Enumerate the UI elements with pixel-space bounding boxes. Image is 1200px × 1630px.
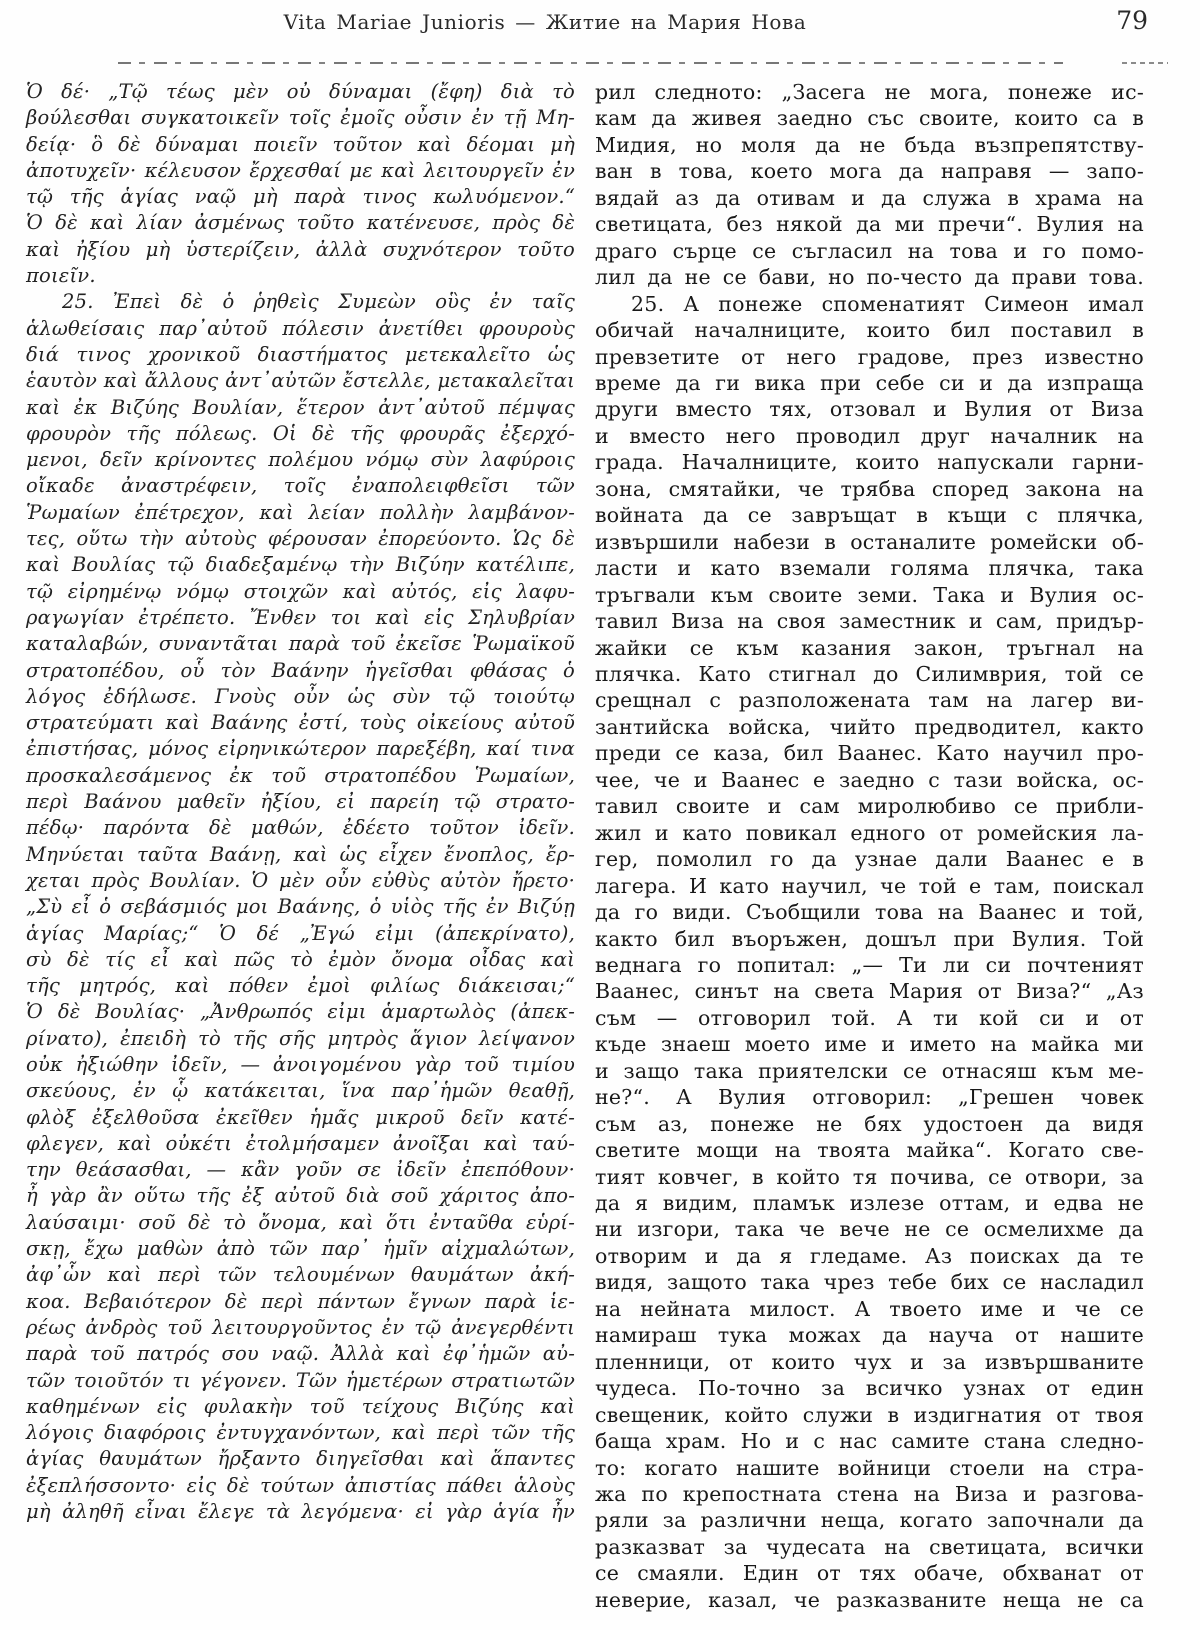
text-line: неверие, казал, че разказваните неща не са: [595, 1587, 1144, 1612]
text-line: ἁγίας θαυμάτων ἤρξαντο διηγεῖσθαι καὶ ἅπαντες: [26, 1447, 575, 1471]
text-line: ἁλωθείσαις παρ᾽αὐτοῦ πόλεσιν ἀνετίθει φρουροὺς: [26, 316, 575, 340]
bulgarian-text-column: [595, 79, 1144, 1613]
text-line: ἀφ᾽ὧν καὶ περὶ τῶν τελουμένων θαυμάτων ἀκή-: [26, 1263, 575, 1287]
text-line: зона, смятайки, че трябва според закона на: [595, 476, 1144, 501]
text-line: ἑαυτὸν καὶ ἄλλους ἀντ᾽αὐτῶν ἔστελλε, μετακαλεῖται: [26, 369, 575, 393]
page-number: 79: [1116, 6, 1148, 35]
text-line: Ὁ δὲ καὶ λίαν ἀσμένως τοῦτο κατένευσε, πρὸς δὲ: [26, 211, 575, 235]
paragraph: [26, 289, 575, 1525]
text-line: други вместо тях, отзовал и Вулия от Виза: [595, 397, 1144, 422]
text-line: καὶ Βουλίας τῷ διαδεξαμένῳ τὴν Βιζύην κατέλιπε,: [26, 553, 575, 577]
text-line: στρατοπέδου, οὗ τὸν Βαάνην ἡγεῖσθαι φθάσας ὁ: [26, 658, 575, 682]
text-line: чее, че и Ваанес е заедно с тази войска, ос-: [595, 767, 1144, 792]
text-line: μὴ ἀληθῆ εἶναι ἔλεγε τὰ λεγόμενα· εἰ γὰρ ἁγία ἦν: [26, 1500, 575, 1524]
text-line: светицата, без някой да ми пречи“. Вулия на: [595, 212, 1144, 237]
text-line: καταλαβών, συναντᾶται παρὰ τοῦ ἐκεῖσε Ῥωμαϊκοῦ: [26, 632, 575, 656]
paragraph: [595, 79, 1144, 291]
text-line: ван в това, което мога да направя — запо-: [595, 159, 1144, 184]
text-line: χεται πρὸς Βουλίαν. Ὁ μὲν οὖν εὐθὺς αὐτὸν ἤρετο·: [26, 868, 575, 892]
text-line: пленници, от които чух и за извършваните: [595, 1349, 1144, 1374]
text-line: σκεύους, ἐν ᾧ κατάκειται, ἵνα παρ᾽ἡμῶν θεαθῇ,: [26, 1079, 575, 1103]
text-line: στρατεύματι καὶ Βαάνης ἐστί, τοὺς οἰκείους αὐτοῦ: [26, 711, 575, 735]
text-line: драго сърце се съгласил на това и го помо-: [595, 238, 1144, 263]
text-line: превзетите от него градове, през известно: [595, 344, 1144, 369]
text-line: съм — отговорил той. А ти кой си и от: [595, 1005, 1144, 1030]
rule-segment: [1122, 62, 1168, 64]
separator-rule: [0, 62, 1200, 65]
text-line: лил да не се бави, но по-често да прави това.: [595, 265, 1144, 290]
text-columns: [0, 65, 1200, 1613]
text-line: обичай началниците, които бил поставил в: [595, 318, 1144, 343]
text-line: къде знаеш моето име и името на майка ми: [595, 1032, 1144, 1057]
text-line: τες, οὕτω τὴν αὐτοὺς φέρουσαν ἐπορεύοντο. Ὡς δὲ: [26, 527, 575, 551]
text-line: съм аз, понеже не бях удостоен да видя: [595, 1111, 1144, 1136]
text-line: тръгвали към своите земи. Така и Вулия ос-: [595, 582, 1144, 607]
text-line: преди се каза, бил Ваанес. Като научил про-: [595, 741, 1144, 766]
text-line: ἦ γὰρ ἂν οὕτω τῆς ἐξ αὐτοῦ διὰ σοῦ χάριτος ἀπο-: [26, 1184, 575, 1208]
text-line: τῶν τοιοῦτόν τι γέγονεν. Τῶν ἡμετέρων στρατιωτῶν: [26, 1368, 575, 1392]
text-line: λόγος ἐδήλωσε. Γνοὺς οὖν ὡς σὺν τῷ τοιούτῳ: [26, 684, 575, 708]
text-line: се смаяли. Един от тях обаче, обхванат от: [595, 1561, 1144, 1586]
text-line: την θεάσασθαι, — κἂν γοῦν σε ἰδεῖν ἐπεπόθουν·: [26, 1158, 575, 1182]
paragraph: [26, 79, 575, 289]
text-line: 25. А понеже споменатият Симеон имал: [631, 291, 1144, 316]
text-line: τῷ τῆς ἁγίας ναῷ μὴ παρὰ τινος κωλυόμενον.“: [26, 185, 575, 209]
text-line: καὶ ἐκ Βιζύης Βουλίαν, ἕτερον ἀντ᾽αὐτοῦ πέμψας: [26, 395, 575, 419]
text-line: жил и като повикал едного от ромейския ла-: [595, 820, 1144, 845]
text-line: φλεγεν, καὶ οὐκέτι ἐτολμήσαμεν ἀνοῖξαι καὶ ταύ-: [26, 1131, 575, 1155]
rule-segment: [118, 62, 1063, 64]
paragraph: [595, 291, 1144, 1614]
text-line: Ваанес, синът на света Мария от Виза?“ „Аз: [595, 979, 1144, 1004]
text-line: καὶ ἠξίου μὴ ὑστερίζειν, ἀλλὰ συχνότερον τοῦτο: [26, 237, 575, 261]
text-line: намираш тука можах да науча от нашите: [595, 1323, 1144, 1348]
text-line: разказват за чудесата на светицата, всички: [595, 1534, 1144, 1559]
page-title: Vita Mariae Junioris — Житие на Мария Нова: [283, 10, 807, 34]
text-line: ἐξεπλήσσοντο· εἰς δὲ τούτων ἀπιστίας πάθει ἁλοὺς: [26, 1473, 575, 1497]
greek-text-column: [26, 79, 575, 1613]
text-line: φλὸξ ἐξελθοῦσα ἐκεῖθεν ἡμᾶς μικροῦ δεῖν κατέ-: [26, 1105, 575, 1129]
text-line: ἐπιστήσας, μόνος εἰρηνικώτερον παρεξέβη, καί τινα: [26, 737, 575, 761]
text-line: то: когато нашите войници стоели на стра-: [595, 1455, 1144, 1480]
text-line: καθημένων εἰς φυλακὴν τοῦ τείχους Βιζύης καὶ: [26, 1394, 575, 1418]
text-line: тавил Виза на своя заместник и сам, придър-: [595, 609, 1144, 634]
text-line: веднага го попитал: „— Ти ли си почтеният: [595, 952, 1144, 977]
text-line: προσκαλεσάμενος ἐκ τοῦ στρατοπέδου Ῥωμαίων,: [26, 763, 575, 787]
text-line: не?“. А Вулия отговорил: „Грешен човек: [595, 1085, 1144, 1110]
text-line: зантийска войска, чийто предводител, както: [595, 714, 1144, 739]
text-line: ποιεῖν.: [26, 264, 96, 288]
running-head: [0, 0, 1200, 54]
text-line: светите мощи на твоята майка“. Когато све-: [595, 1138, 1144, 1163]
text-line: σὺ δὲ τίς εἶ καὶ πῶς τὸ ἐμὸν ὄνομα οἶδας καὶ: [26, 947, 575, 971]
text-line: лагера. И като научил, че той е там, поискал: [595, 873, 1144, 898]
text-line: ἀποτυχεῖν· κέλευσον ἔρχεσθαί με καὶ λειτουργεῖν ἐν: [26, 158, 575, 182]
text-line: кам да живея заедно със своите, които са в: [595, 106, 1144, 131]
text-line: οὐκ ἠξιώθην ἰδεῖν, — ἀνοιγομένου γὰρ τοῦ τιμίου: [26, 1052, 575, 1076]
text-line: ни изгори, така че вече не се осмелихме да: [595, 1217, 1144, 1242]
text-line: πέδῳ· παρόντα δὲ μαθών, ἐδέετο τοῦτον ἰδεῖν.: [26, 816, 575, 840]
text-line: βούλεσθαι συγκατοικεῖν τοῖς ἐμοῖς οὖσιν ἐν τῇ Μη-: [26, 106, 575, 130]
text-line: ἁγίας Μαρίας;“ Ὁ δέ „Ἐγώ εἰμι (ἀπεκρίνατο),: [26, 921, 575, 945]
text-line: ласти и като вземали голяма плячка, така: [595, 556, 1144, 581]
text-line: свещеник, който служи в издигнатия от твоя: [595, 1402, 1144, 1427]
text-line: тият ковчег, в който тя почива, се отвори, за: [595, 1164, 1144, 1189]
text-line: σκῃ, ἔχω μαθὼν ἀπὸ τῶν παρ᾽ ἡμῖν αἰχμαλώτων,: [26, 1237, 575, 1261]
text-line: Ὁ δὲ Βουλίας· „Ἀνθρωπός εἰμι ἁμαρτωλὸς (ἀπεκ-: [26, 1000, 575, 1024]
text-line: както бил въоръжен, дошъл при Вулия. Той: [595, 926, 1144, 951]
text-line: τῆς μητρός, καὶ πόθεν ἐμοὶ φιλίως διάκεισαι;“: [26, 974, 575, 998]
text-line: града. Началниците, които напускали гарни-: [595, 450, 1144, 475]
text-line: ρίνατο), ἐπειδὴ τὸ τῆς σῆς μητρὸς ἅγιον λείψανον: [26, 1026, 575, 1050]
text-line: κοα. Βεβαιότερον δὲ περὶ πάντων ἔγνων παρὰ ἱε-: [26, 1289, 575, 1313]
text-line: λόγοις διαφόροις ἐντυγχανόντων, καὶ περὶ τῶν τῆς: [26, 1421, 575, 1445]
text-line: οἴκαδε ἀναστρέφειν, τοῖς ἐναπολειφθεῖσι τῶν: [26, 474, 575, 498]
text-line: διά τινος χρονικοῦ διαστήματος μετεκαλεῖτο ὡς: [26, 342, 575, 366]
text-line: да я видим, пламък излезе оттам, и едва не: [595, 1191, 1144, 1216]
text-line: λαύσαιμι· σοῦ δὲ τὸ ὄνομα, καὶ ὅτι ἐνταῦθα εὑρί-: [26, 1210, 575, 1234]
text-line: Ῥωμαίων ἐπέτρεχον, καὶ λείαν πολλὴν λαμβάνον-: [26, 500, 575, 524]
text-line: Мидия, но моля да не бъда възпрепятству-: [595, 132, 1144, 157]
text-line: и вместо него проводил друг началник на: [595, 423, 1144, 448]
text-line: δείᾳ· ὃ δὲ δύναμαι ποιεῖν τοῦτον καὶ δέομαι μὴ: [26, 132, 575, 156]
text-line: ραγωγίαν ἐτρέπετο. Ἔνθεν τοι καὶ εἰς Σηλυβρίαν: [26, 605, 575, 629]
text-line: 25. Ἐπεὶ δὲ ὁ ῥηθεὶς Συμεὼν οὓς ἐν ταῖς: [62, 290, 575, 314]
text-line: вядай аз да отивам и да служа в храма на: [595, 185, 1144, 210]
text-line: τῷ εἰρημένῳ νόμῳ στοιχῶν καὶ αὐτός, εἰς λαφυ-: [26, 579, 575, 603]
text-line: φρουρὸν τῆς πόλεως. Οἱ δὲ τῆς φρουρᾶς ἐξερχό-: [26, 421, 575, 445]
text-line: ρέως ἀνδρὸς τοῦ λειτουργοῦντος ἐν τῷ ἀνεγερθέντι: [26, 1315, 575, 1339]
text-line: плячка. Като стигнал до Силимврия, той се: [595, 661, 1144, 686]
text-line: време да ги вика при себе си и да изпраща: [595, 370, 1144, 395]
text-line: чудеса. По-точно за всичко узнах от един: [595, 1376, 1144, 1401]
text-line: и защо така приятелски се отнасяш към ме-: [595, 1058, 1144, 1083]
text-line: „Σὺ εἶ ὁ σεβάσμιός μοι Βαάνης, ὁ υἱὸς τῆς ἐν Βιζύῃ: [26, 895, 575, 919]
text-line: жайки се към казания закон, тръгнал на: [595, 635, 1144, 660]
text-line: извършили набези в останалите ромейски об-: [595, 529, 1144, 554]
text-line: на нейната милост. А твоето име и че се: [595, 1296, 1144, 1321]
text-line: видя, защото така чрез тебе бих се насладил: [595, 1270, 1144, 1295]
text-line: тавил своите и сам миролюбиво се прибли-: [595, 794, 1144, 819]
text-line: да го види. Съобщили това на Ваанес и той,: [595, 900, 1144, 925]
text-line: жа по крепостната стена на Виза и разгова-: [595, 1482, 1144, 1507]
text-line: περὶ Βαάνου μαθεῖν ἠξίου, εἰ παρείη τῷ στρατο-: [26, 790, 575, 814]
text-line: отворим и да я гледаме. Аз поисках да те: [595, 1243, 1144, 1268]
text-line: гер, помолил го да узнае дали Ваанес е в: [595, 847, 1144, 872]
text-line: μενοι, δεῖν κρίνοντες πολέμου νόμῳ σὺν λαφύροις: [26, 448, 575, 472]
text-line: баща храм. Но и с нас самите стана следно-: [595, 1429, 1144, 1454]
text-line: войната да се завръщат в къщи с плячка,: [595, 503, 1144, 528]
text-line: Μηνύεται ταῦτα Βαάνῃ, καὶ ὡς εἶχεν ἔνοπλος, ἔρ-: [26, 842, 575, 866]
text-line: παρὰ τοῦ πατρός σου ναῷ. Ἀλλὰ καὶ ἐφ᾽ἡμῶν αὐ-: [26, 1342, 575, 1366]
text-line: ряли за различни неща, когато започнали да: [595, 1508, 1144, 1533]
text-line: Ὁ δέ· „Τῷ τέως μὲν οὐ δύναμαι (ἔφη) διὰ τὸ: [26, 80, 575, 103]
text-line: срещнал с разположената там на лагер ви-: [595, 688, 1144, 713]
text-line: рил следното: „Засега не мога, понеже ис-: [595, 80, 1144, 104]
